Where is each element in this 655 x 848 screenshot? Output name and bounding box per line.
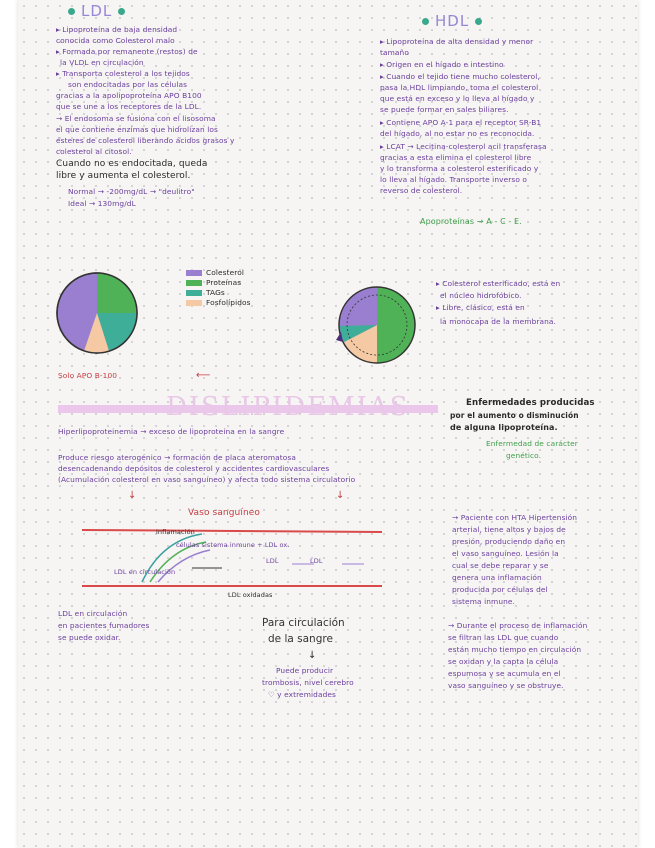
bullet-dot-icon bbox=[118, 8, 125, 15]
ldl-line: ▸ Formada por remanente (restos) de bbox=[56, 47, 198, 56]
ldl-ideal-value: Ideal → 130mg/dL bbox=[68, 199, 136, 208]
hdl-title: HDL bbox=[416, 12, 488, 30]
risk-line: Produce riesgo aterogénico → formación de placa ateromatosa bbox=[58, 453, 296, 462]
hdl-line: se puede formar en sales biliares. bbox=[380, 105, 509, 114]
genetic-note: genético. bbox=[506, 451, 542, 460]
ldl-line: → El endosoma se fusiona con el lisosoma bbox=[56, 114, 216, 123]
diseases-definition: de alguna lipoproteína. bbox=[450, 423, 558, 432]
risk-line: (Acumulación colesterol en vaso sanguíneo) y afecta todo sistema circulatorio bbox=[58, 475, 356, 484]
legend-swatch bbox=[186, 280, 202, 286]
hta-line: → Paciente con HTA Hipertensión bbox=[452, 513, 578, 522]
bullet-dot-icon bbox=[422, 18, 429, 25]
genetic-note: Enfermedad de carácter bbox=[486, 439, 578, 448]
inflammation-line: → Durante el proceso de inflamación bbox=[448, 621, 588, 630]
legend-item: Fosfolípidos bbox=[186, 298, 251, 308]
diseases-definition: por el aumento o disminución bbox=[450, 411, 579, 420]
hta-line: presión, produciendo daño en bbox=[452, 537, 566, 546]
diseases-definition: Enfermedades producidas bbox=[466, 398, 595, 408]
arrow-down-icon: ↓ bbox=[336, 490, 345, 501]
legend-swatch bbox=[186, 290, 202, 296]
hdl-line: tamaño bbox=[380, 48, 409, 57]
circulation-stop-label: de la sangre bbox=[268, 633, 333, 645]
hdl-line: lo lleva al hígado. Transporte inverso o bbox=[380, 175, 528, 184]
ldl-line: ésteres de colesterol liberando ácidos grasos y bbox=[56, 136, 235, 145]
hdl-line: del hígado, al no estar no es reconocida. bbox=[380, 129, 535, 138]
ldl-line: la VLDL en circulación bbox=[60, 58, 144, 67]
ldl-line: ▸ Transporta colesterol a los tejidos bbox=[56, 69, 190, 78]
hdl-note: ▸ Libre, clásico, está en bbox=[436, 303, 525, 312]
ldl-line: el que contiene enzimas que hidrolizan los bbox=[56, 125, 218, 134]
hdl-note: la monocapa de la membrana. bbox=[440, 317, 557, 326]
ldl-summary: Cuando no es endocitada, queda bbox=[56, 159, 208, 169]
hdl-line: gracias a esta elimina el colesterol libre bbox=[380, 153, 532, 162]
hdl-line: que está en exceso y lo lleva al hígado y bbox=[380, 94, 535, 103]
dislipidemias-title: DISLIPIDEMIAS bbox=[166, 392, 410, 422]
thrombosis-note: trombosis, nivel cerebro bbox=[262, 678, 354, 687]
apo-b100-note: Solo APO B-100 bbox=[58, 371, 118, 380]
ldl-summary: libre y aumenta el colesterol. bbox=[56, 171, 191, 181]
hdl-line: ▸ Origen en el hígado e intestino bbox=[380, 60, 504, 69]
arrow-down-icon: ↓ bbox=[308, 650, 317, 661]
hta-line: arterial, tiene altos y bajos de bbox=[452, 525, 566, 534]
hdl-line: ▸ Lipoproteína de alta densidad y menor bbox=[380, 37, 534, 46]
hdl-composition-pie bbox=[332, 282, 418, 368]
ldl-line: conocida como Colesterol malo bbox=[56, 36, 175, 45]
ldl-composition-pie bbox=[54, 270, 140, 356]
inflammation-line: vaso sanguíneo y se obstruye. bbox=[448, 681, 564, 690]
vessel-title: Vaso sanguíneo bbox=[188, 508, 261, 518]
inflammation-line: se oxidan y la capta la célula bbox=[448, 657, 559, 666]
ldl-smokers-note: en pacientes fumadores bbox=[58, 621, 150, 630]
hdl-line: ▸ LCAT → Lecitina-colesterol acil transferasa bbox=[380, 142, 547, 151]
hdl-line: pasa la HDL limpiando, toma el colesterol bbox=[380, 83, 539, 92]
hta-line: producida por células del bbox=[452, 585, 548, 594]
thrombosis-note: ♡ y extremidades bbox=[268, 690, 336, 699]
ldl-line: ▸ Lipoproteína de baja densidad bbox=[56, 25, 178, 34]
blood-vessel-diagram bbox=[82, 520, 402, 600]
hdl-line: ▸ Cuando el tejido tiene mucho colesterol, bbox=[380, 72, 540, 81]
hta-line: genera una inflamación bbox=[452, 573, 542, 582]
ldl-normal-value: Normal → -200mg/dL → "deulitro" bbox=[68, 187, 195, 196]
hta-line: el vaso sanguíneo. Lesión la bbox=[452, 549, 559, 558]
inflammation-label: inflamación bbox=[156, 528, 195, 536]
arrow-left-icon: ⟵ bbox=[196, 370, 211, 381]
hdl-note: el núcleo hidrofóbico. bbox=[440, 291, 522, 300]
hdl-line: y lo transforma a colesterol esterificado y bbox=[380, 164, 539, 173]
legend-swatch bbox=[186, 270, 202, 276]
hdl-note: ▸ Colesterol esterificado, está en bbox=[436, 279, 561, 288]
ldl-smokers-note: se puede oxidar. bbox=[58, 633, 121, 642]
ldl-circulation-label: LDL en circulación bbox=[114, 568, 176, 576]
hdl-line: ▸ Contiene APO A-1 para el receptor SR-B1 bbox=[380, 118, 542, 127]
inflammation-line: espumosa y se acumula en el bbox=[448, 669, 561, 678]
ldl-title: LDL bbox=[62, 2, 131, 20]
ldl-line: gracias a la apolipoproteína APO B100 bbox=[56, 91, 202, 100]
bullet-dot-icon bbox=[68, 8, 75, 15]
circulation-stop-label: Para circulación bbox=[262, 617, 345, 629]
thrombosis-note: Puede producir bbox=[276, 666, 334, 675]
ldl-line: son endocitadas por las células bbox=[68, 80, 188, 89]
legend-item: TAGs bbox=[186, 288, 251, 298]
hdl-apoproteins: Apoproteínas → A - C - E. bbox=[420, 217, 522, 226]
legend-item: Colesterol bbox=[186, 268, 251, 278]
hta-line: cual se debe reparar y se bbox=[452, 561, 549, 570]
ldl-line: que se une a los receptores de la LDL. bbox=[56, 102, 202, 111]
notebook-page bbox=[18, 0, 638, 848]
risk-line: desencadenando depósitos de colesterol y accidentes cardiovasculares bbox=[58, 464, 330, 473]
hiperlipoproteinemia-line: Hiperlipoproteinemia → exceso de lipoproteína en la sangre bbox=[58, 427, 285, 436]
ldl-line: colesterol al citosol. bbox=[56, 147, 132, 156]
hdl-line: reverso de colesterol. bbox=[380, 186, 463, 195]
arrow-down-icon: ↓ bbox=[128, 490, 137, 501]
ldl-label: LDL bbox=[310, 557, 323, 565]
inflammation-line: están mucho tiempo en circulación bbox=[448, 645, 582, 654]
composition-legend bbox=[186, 268, 251, 308]
inflammation-line: se filtran las LDL que cuando bbox=[448, 633, 559, 642]
oxidized-ldl-label: LDL oxidadas bbox=[228, 591, 273, 599]
hta-line: sistema inmune. bbox=[452, 597, 515, 606]
legend-swatch bbox=[186, 300, 202, 306]
legend-item: Proteínas bbox=[186, 278, 251, 288]
bullet-dot-icon bbox=[475, 18, 482, 25]
ldl-smokers-note: LDL en circulación bbox=[58, 609, 128, 618]
ldl-label: LDL bbox=[266, 557, 279, 565]
immune-cells-label: células sistema inmune + LDL ox. bbox=[176, 541, 290, 549]
